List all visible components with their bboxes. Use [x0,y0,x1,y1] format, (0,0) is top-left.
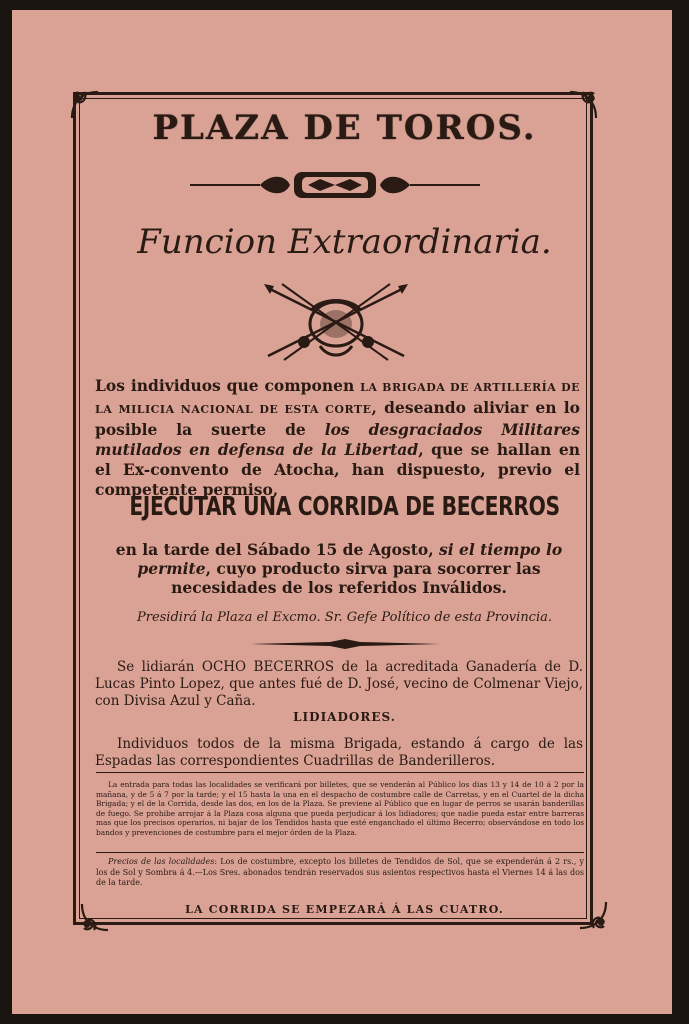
intro-paragraph: Los individuos que componen LA BRIGADA DE ARTILLERÍA DE LA MILICIA NACIONAL DE ESTA CORTE, deseando aliviar en lo posible la suerte de los desgraciados Militares mutilados en defensa de la Libertad, que se hallan en el Ex-convento de Atocha, han dispuesto, previo el competente permiso, [95,376,580,499]
prices-paragraph: Precios de las localidades: Los de costumbre, excepto los billetes de Tendidos de Sol, que se expenderán á 2 rs., y los de Sol y Sombra á 4.—Los Sres. abonados tendrán reservados sus asientos respectivos hasta el Viernes 14 á las dos de la tarde. [96,857,584,887]
bulls-paragraph: Se lidiarán OCHO BECERROS de la acreditada Ganadería de D. Lucas Pinto Lopez, que antes fué de D. José, vecino de Colmenar Viejo, con Divisa Azul y Caña. [95,659,583,709]
military-trophy-icon [262,280,410,364]
start-time-footer: LA CORRIDA SE EMPEZARÁ Á LAS CUATRO. [185,903,504,916]
date-paragraph: en la tarde del Sábado 15 de Agosto, si el tiempo lo permite, cuyo producto sirva para socorrer las necesidades de los referidos Inválidos. [115,540,563,597]
poster-subtitle: Funcion Extraordinaria. [137,222,552,262]
divider-rule [96,772,584,773]
divider-rule [96,852,584,853]
lidiadores-heading: LIDIADORES. [293,710,396,724]
divider-ornament-icon [250,638,440,650]
headline: EJECUTAR UNA CORRIDA DE BECERROS [129,492,560,522]
lidiadores-paragraph: Individuos todos de la misma Brigada, estando á cargo de las Espadas las correspondientes Cuadrillas de Banderilleros. [95,736,583,769]
poster-title: PLAZA DE TOROS. [152,108,537,148]
title-flourish-icon [190,166,480,204]
notes-paragraph: La entrada para todas las localidades se verificará por billetes, que se venderán al Público los dias 13 y 14 de 10 á 2 por la mañana, y de 5 á 7 por la tarde; y el 15 hasta la una en el despacho de costumbre calle de Carretas, y en el Cuartel de la dicha Brigada; y el de la Corrida, desde las dos, en los de la Plaza. Se previene al Público que en lugar de perros se usarán banderillas de fuego. Se prohibe arrojar á la Plaza cosa alguna que pueda perjudicar á los lidiadores; que nadie pueda estar entre barreras mas que los precisos operarios, ni bajar de los Tendidos hasta que esté enganchado el último Becerro; observándose en todo los bandos y prevenciones de costumbre para el mejor órden de la Plaza. [96,780,584,837]
presidency-line: Presidirá la Plaza el Excmo. Sr. Gefe Político de esta Provincia. [136,610,553,625]
